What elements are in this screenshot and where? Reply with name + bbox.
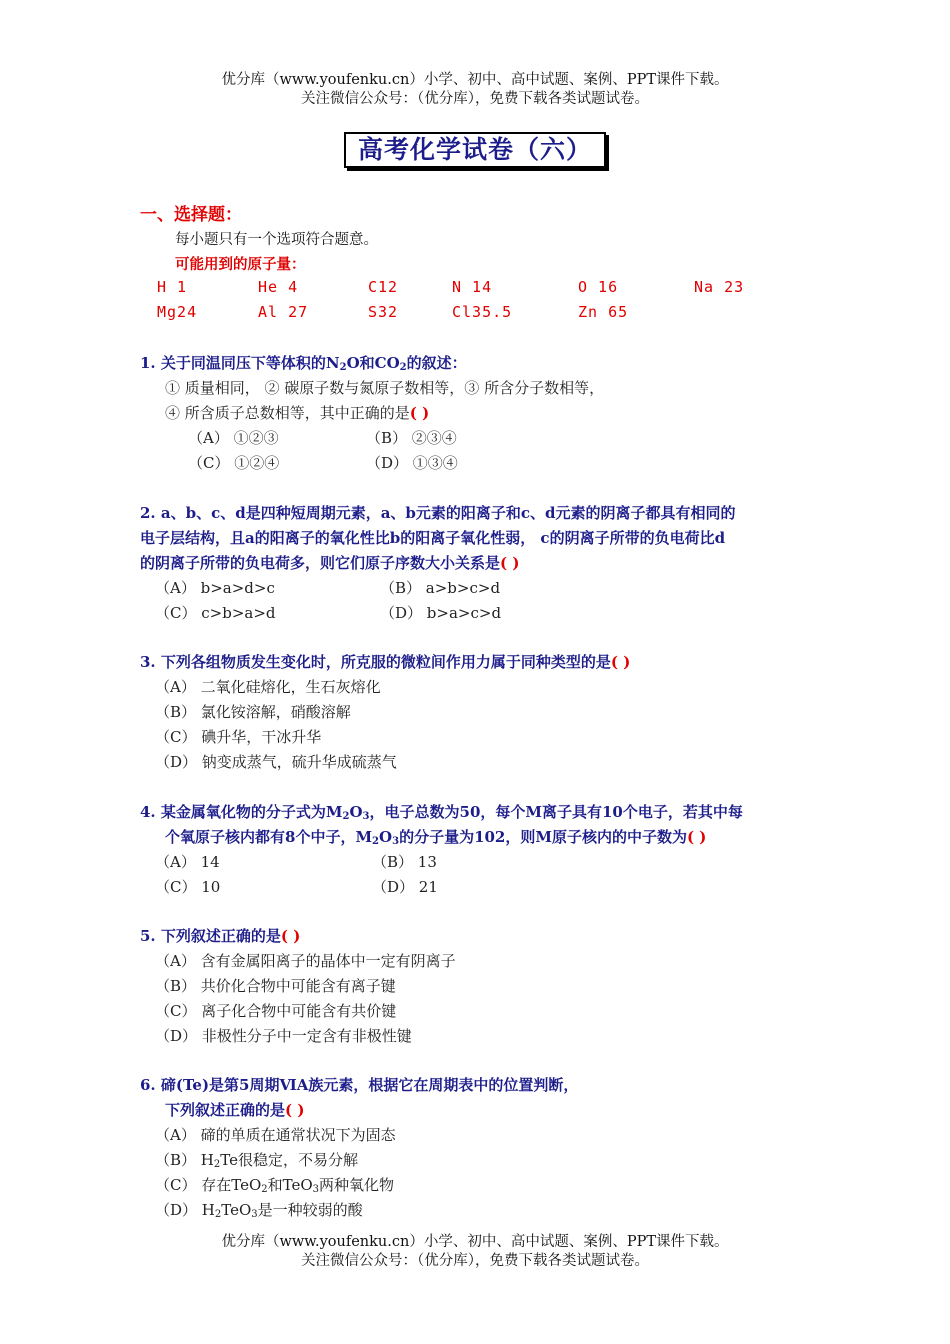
q2-line-1: 2. a、b、c、d是四种短周期元素，a、b元素的阳离子和c、d元素的阴离子都具有相同的 (140, 504, 736, 522)
q1-line-3: ④ 所含质子总数相等，其中正确的是( ) (165, 404, 430, 422)
q5-choice-c[interactable]: （C） 离子化合物中可能含有共价键 (155, 1002, 397, 1020)
q5-choice-b[interactable]: （B） 共价化合物中可能含有离子键 (155, 977, 396, 995)
header-line-1: 优分库（www.youfenku.cn）小学、初中、高中试题、案例、PPT课件下载。 (221, 72, 729, 88)
q1-stem: 1. 关于同温同压下等体积的$N_2O$和$CO_2$的叙述： (140, 354, 467, 373)
q6-choice-b[interactable]: （B） $H_2Te$很稳定，不易分解 (155, 1151, 358, 1170)
mass-o: O 16 (578, 278, 619, 296)
q6-choice-d[interactable]: （D） $H_2TeO_3$是一种较弱的酸 (155, 1201, 363, 1220)
q4-choice-b[interactable]: （B） 13 (372, 853, 437, 871)
page-title: 高考化学试卷（六） (344, 132, 606, 168)
q3-choice-c[interactable]: （C） 碘升华，干冰升华 (155, 728, 322, 746)
footer-line-2: 关注微信公众号：（优分库），免费下载各类试题试卷。 (301, 1253, 649, 1269)
q3-choice-d[interactable]: （D） 钠变成蒸气，硫升华成硫蒸气 (155, 753, 397, 771)
q1-line-2: ① 质量相同， ② 碳原子数与氮原子数相等，③ 所含分子数相等， (165, 379, 605, 397)
q4-line-2: 个氧原子核内都有8个中子，$M_2O_3$的分子量为102，则M原子核内的中子数为( ) (165, 828, 707, 847)
q5-stem: 5. 下列叙述正确的是( ) (140, 927, 301, 945)
q4-line-1: 4. 某金属氧化物的分子式为$M_2O_3$，电子总数为50，每个M离子具有10个电子，若其中每 (140, 803, 743, 822)
mass-cl: Cl35.5 (452, 303, 513, 321)
q5-choice-a[interactable]: （A） 含有金属阳离子的晶体中一定有阴离子 (155, 952, 456, 970)
q2-choice-b[interactable]: （B） a>b>c>d (380, 579, 501, 597)
q3-answer-blank[interactable]: ( ) (610, 653, 631, 671)
q1-choice-d[interactable]: （D） ①③④ (366, 454, 458, 472)
q1-choice-c[interactable]: （C） ①②④ (188, 454, 280, 472)
q3-choice-b[interactable]: （B） 氯化铵溶解，硝酸溶解 (155, 703, 351, 721)
q2-choice-a[interactable]: （A） b>a>d>c (155, 579, 275, 597)
mass-h: H 1 (157, 278, 188, 296)
q2-choice-d[interactable]: （D） b>a>c>d (380, 604, 502, 622)
q1-answer-blank[interactable]: ( ) (409, 404, 430, 422)
q6-choice-a[interactable]: （A） 碲的单质在通常状况下为固态 (155, 1126, 396, 1144)
q4-answer-blank[interactable]: ( ) (686, 828, 707, 846)
q1-choice-a[interactable]: （A） ①②③ (188, 429, 279, 447)
q3-stem: 3. 下列各组物质发生变化时，所克服的微粒间作用力属于同种类型的是( ) (140, 653, 631, 671)
q5-choice-d[interactable]: （D） 非极性分子中一定含有非极性键 (155, 1027, 412, 1045)
q4-choice-a[interactable]: （A） 14 (155, 853, 220, 871)
q2-choice-c[interactable]: （C） c>b>a>d (155, 604, 276, 622)
q2-line-3: 的阴离子所带的负电荷多，则它们原子序数大小关系是( ) (140, 554, 520, 572)
q1-choice-b[interactable]: （B） ②③④ (366, 429, 457, 447)
q2-line-2: 电子层结构，且a的阳离子的氧化性比b的阳离子氧化性弱， c的阴离子所带的负电荷比d (140, 529, 726, 547)
section-intro: 每小题只有一个选项符合题意。 (175, 232, 378, 248)
mass-n: N 14 (452, 278, 493, 296)
mass-mg: Mg24 (157, 303, 198, 321)
mass-na: Na 23 (694, 278, 745, 296)
q3-choice-a[interactable]: （A） 二氧化硅熔化，生石灰熔化 (155, 678, 381, 696)
section-heading: 一、选择题： (140, 205, 242, 225)
q5-answer-blank[interactable]: ( ) (280, 927, 301, 945)
q4-choice-d[interactable]: （D） 21 (372, 878, 438, 896)
mass-zn: Zn 65 (578, 303, 629, 321)
q4-choice-c[interactable]: （C） 10 (155, 878, 221, 896)
mass-he: He 4 (258, 278, 299, 296)
q6-line-1: 6. 碲(Te)是第5周期ⅥA族元素，根据它在周期表中的位置判断， (140, 1076, 579, 1094)
q6-answer-blank[interactable]: ( ) (285, 1101, 305, 1119)
footer-line-1: 优分库（www.youfenku.cn）小学、初中、高中试题、案例、PPT课件下载。 (221, 1234, 729, 1250)
q6-choice-c[interactable]: （C） 存在TeO$_2$和TeO$_3$两种氧化物 (155, 1176, 395, 1195)
mass-c: C12 (368, 278, 399, 296)
mass-s: S32 (368, 303, 399, 321)
mass-al: Al 27 (258, 303, 309, 321)
atomic-mass-label: 可能用到的原子量： (175, 256, 306, 273)
q6-line-2: 下列叙述正确的是( ) (165, 1101, 305, 1119)
q2-answer-blank[interactable]: ( ) (500, 554, 520, 572)
header-line-2: 关注微信公众号：（优分库），免费下载各类试题试卷。 (301, 91, 649, 107)
